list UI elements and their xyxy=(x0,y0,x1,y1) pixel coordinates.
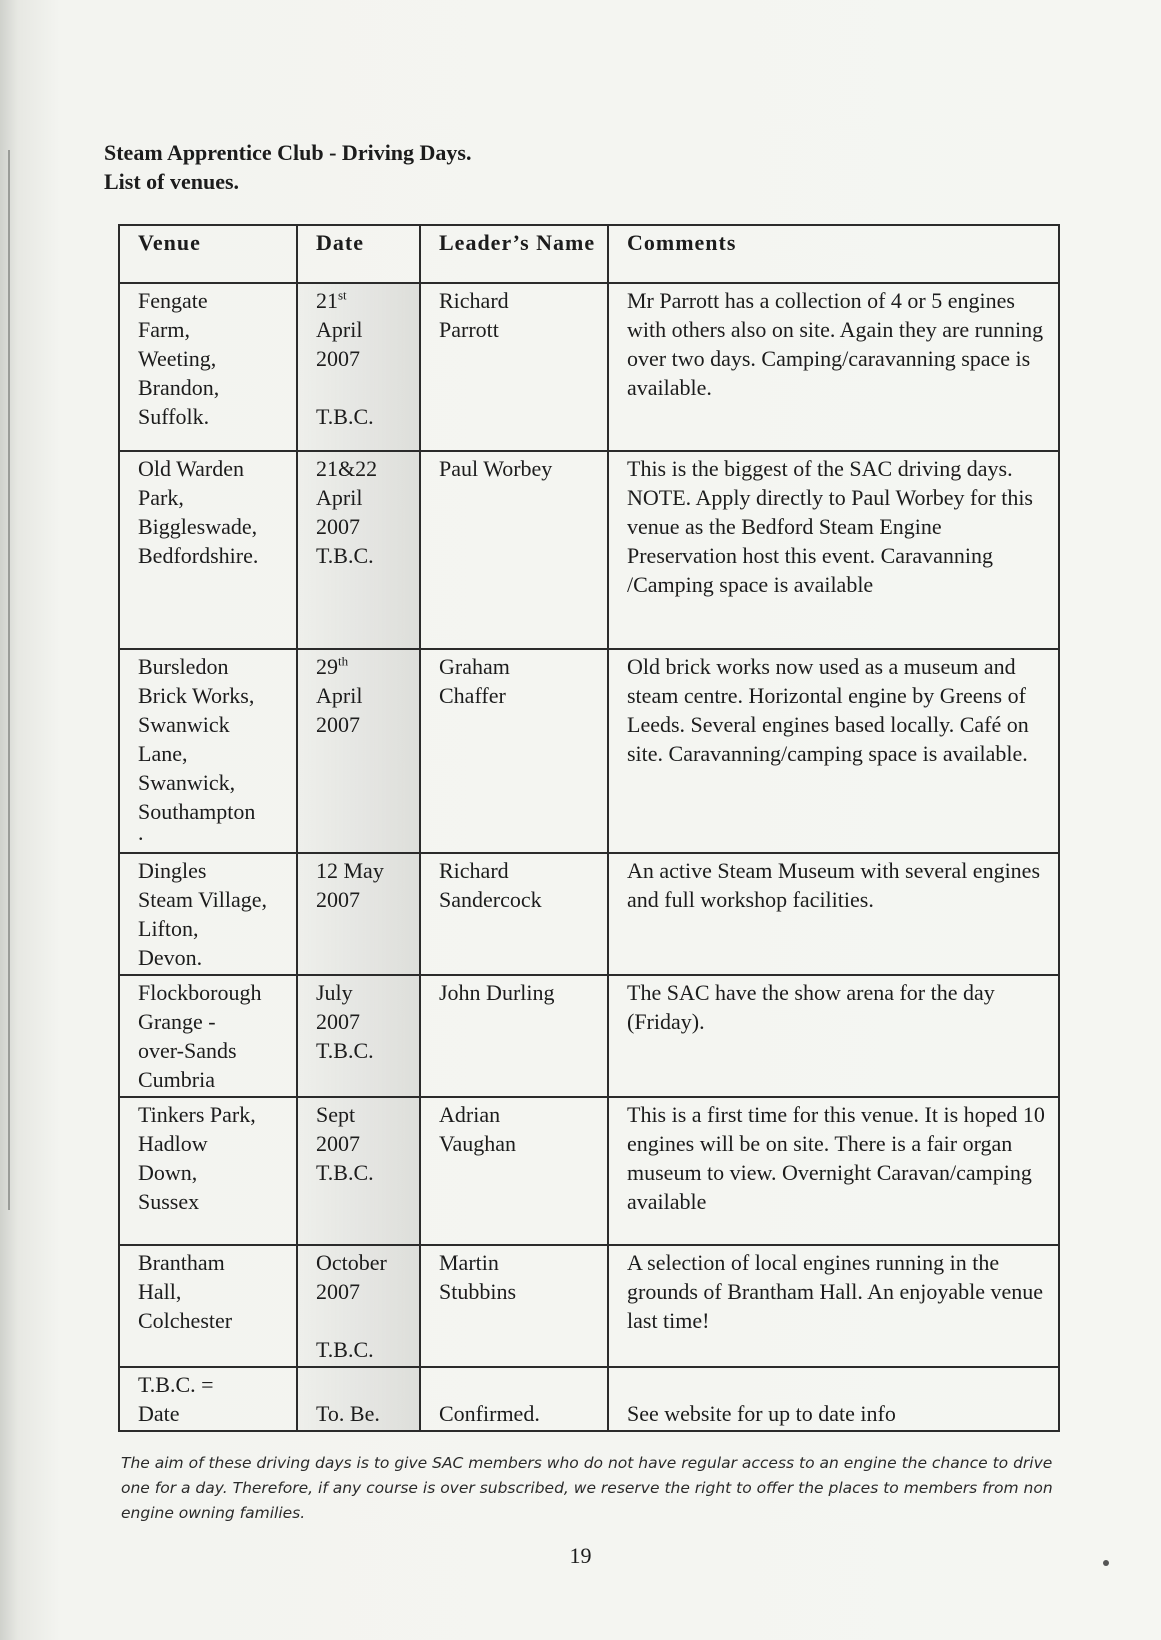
date-cell: 21st April 2007 T.B.C. xyxy=(297,283,420,451)
heading-title: Steam Apprentice Club - Driving Days. xyxy=(104,140,472,165)
leader-cell: John Durling xyxy=(420,975,608,1097)
venue-cell: Tinkers Park, Hadlow Down, Sussex xyxy=(119,1097,297,1245)
header-comments: Comments xyxy=(608,225,1059,283)
header-venue: Venue xyxy=(119,225,297,283)
table-row xyxy=(119,1245,1059,1367)
leader-cell: Adrian Vaughan xyxy=(420,1097,608,1245)
venue-cell: Bursledon Brick Works, Swanwick Lane, Swanwick, Southampton . xyxy=(119,649,297,853)
comments-cell: Mr Parrott has a collection of 4 or 5 engines with others also on site. Again they are running over two days. Camping/caravanning space is available. xyxy=(608,283,1059,451)
table-row xyxy=(119,853,1059,975)
venue-cell: Flockborough Grange - over-Sands Cumbria xyxy=(119,975,297,1097)
date-cell: July 2007 T.B.C. xyxy=(297,975,420,1097)
leader-cell: Richard Sandercock xyxy=(420,853,608,975)
venue-cell: Dingles Steam Village, Lifton, Devon. xyxy=(119,853,297,975)
date-cell: 29th April 2007 xyxy=(297,649,420,853)
page-heading xyxy=(104,138,472,196)
date-cell: To. Be. xyxy=(297,1367,420,1431)
table-row xyxy=(119,649,1059,853)
header-date: Date xyxy=(297,225,420,283)
venue-cell: Fengate Farm, Weeting, Brandon, Suffolk. xyxy=(119,283,297,451)
table-row xyxy=(119,451,1059,649)
page-number: 19 xyxy=(569,1543,592,1568)
venue-cell: T.B.C. = Date xyxy=(119,1367,297,1431)
comments-cell: An active Steam Museum with several engines and full workshop facilities. xyxy=(608,853,1059,975)
date-cell: 12 May 2007 xyxy=(297,853,420,975)
comments-cell: The SAC have the show arena for the day (Friday). xyxy=(608,975,1059,1097)
comments-cell: This is the biggest of the SAC driving days. NOTE. Apply directly to Paul Worbey for this venue as the Bedford Steam Engine Preservation host this event. Caravanning /Camping space is available xyxy=(608,451,1059,649)
scan-speck xyxy=(1103,1560,1109,1566)
table-row xyxy=(119,975,1059,1097)
date-cell: 21&22 April 2007 T.B.C. xyxy=(297,451,420,649)
leader-cell: Paul Worbey xyxy=(420,451,608,649)
table-row xyxy=(119,1367,1059,1431)
date-cell: Sept 2007 T.B.C. xyxy=(297,1097,420,1245)
table-row xyxy=(119,283,1059,451)
comments-cell: Old brick works now used as a museum and steam centre. Horizontal engine by Greens of Leeds. Several engines based locally. Café on site. Caravanning/camping space is available. xyxy=(608,649,1059,853)
header-leader: Leader’s Name xyxy=(420,225,608,283)
comments-cell: This is a first time for this venue. It is hoped 10 engines will be on site. There is a fair organ museum to view. Overnight Caravan/camping available xyxy=(608,1097,1059,1245)
venue-cell: Brantham Hall, Colchester xyxy=(119,1245,297,1367)
table-row xyxy=(119,1097,1059,1245)
footnote: The aim of these driving days is to give SAC members who do not have regular access to an engine the chance to drive one for a day. Therefore, if any course is over subscribed, we reserve the right to offer the places to members from non engine owning families. xyxy=(121,1454,1053,1522)
heading-subtitle: List of venues. xyxy=(104,169,240,194)
date-cell: October 2007 T.B.C. xyxy=(297,1245,420,1367)
table-header-row xyxy=(119,225,1059,283)
venues-table xyxy=(118,224,1060,1432)
comments-cell: See website for up to date info xyxy=(608,1367,1059,1431)
leader-cell: Confirmed. xyxy=(420,1367,608,1431)
leader-cell: Richard Parrott xyxy=(420,283,608,451)
comments-cell: A selection of local engines running in the grounds of Brantham Hall. An enjoyable venue last time! xyxy=(608,1245,1059,1367)
venue-cell: Old Warden Park, Biggleswade, Bedfordshire. xyxy=(119,451,297,649)
leader-cell: Graham Chaffer xyxy=(420,649,608,853)
leader-cell: Martin Stubbins xyxy=(420,1245,608,1367)
binding-edge xyxy=(8,150,10,1210)
